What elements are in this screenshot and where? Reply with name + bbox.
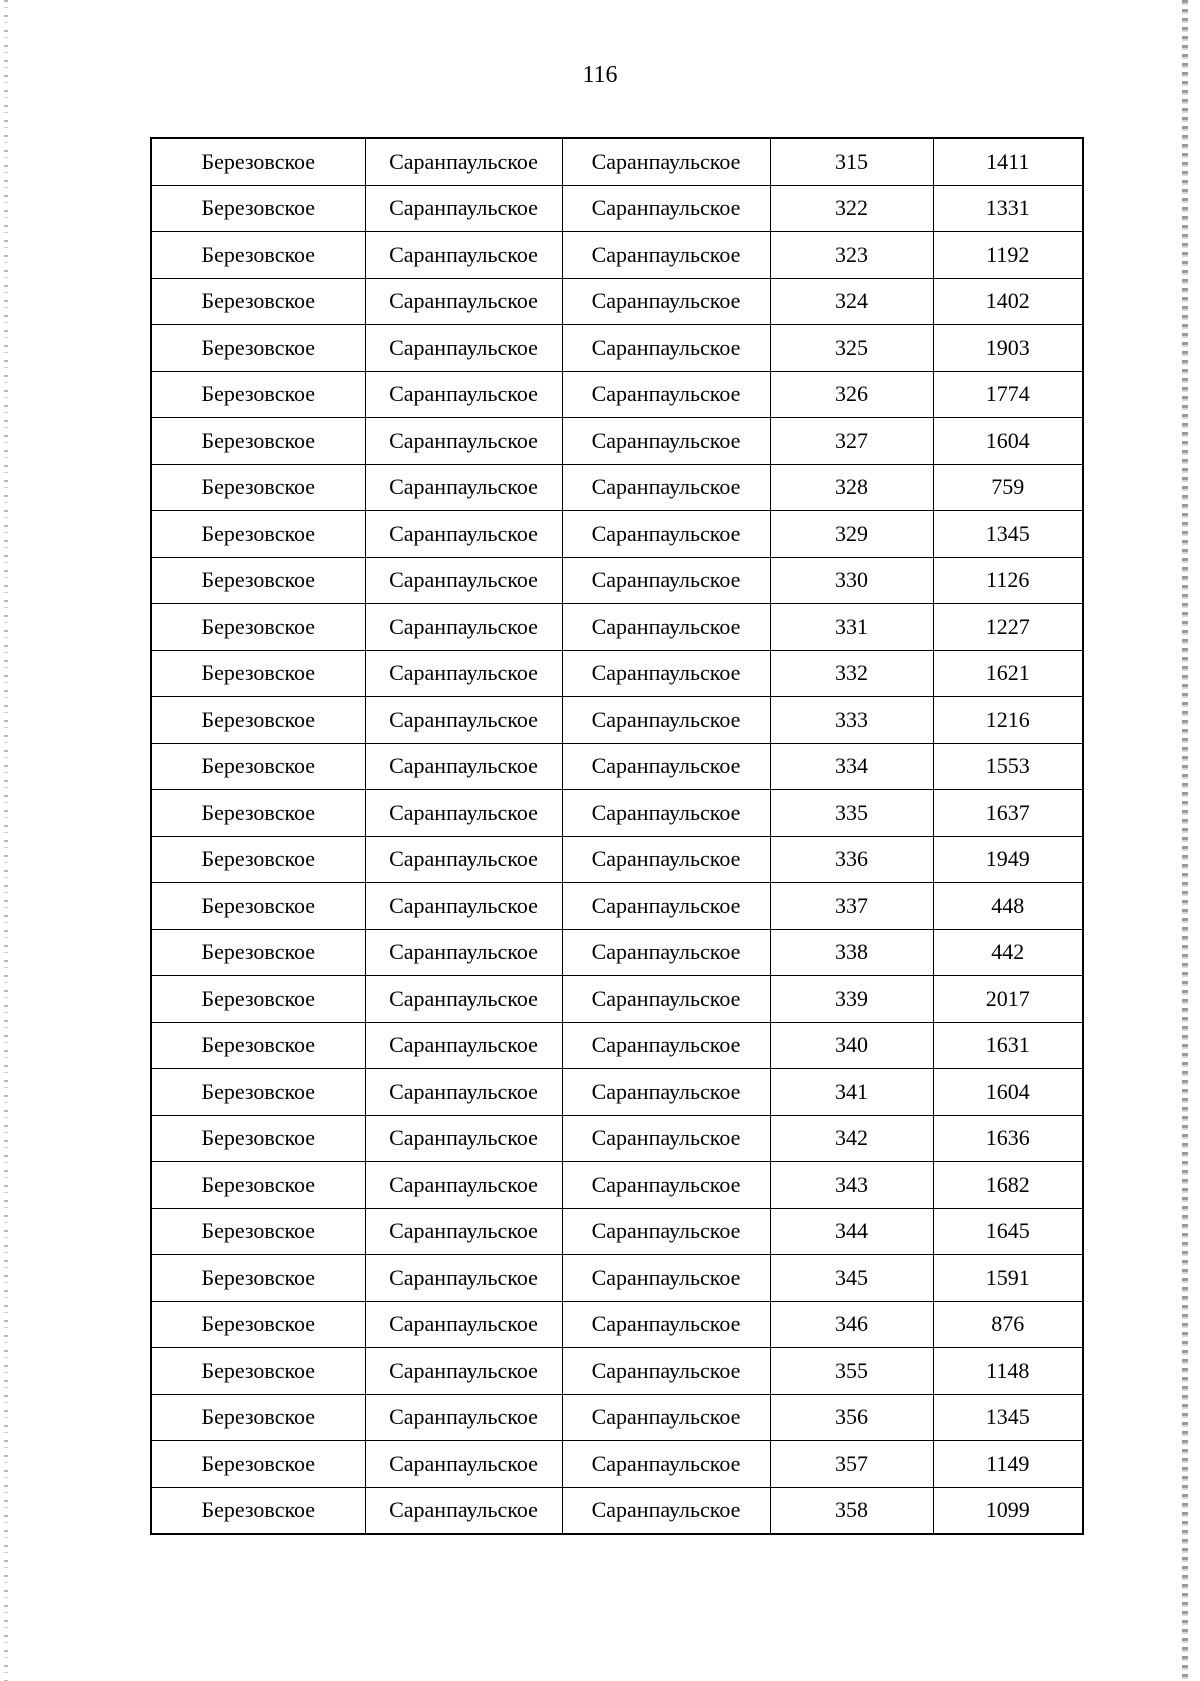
cell-locality: Саранпаульское	[562, 929, 770, 976]
cell-value: 1645	[933, 1208, 1083, 1255]
cell-settlement: Саранпаульское	[365, 1022, 562, 1069]
table-row	[151, 418, 1083, 465]
cell-district: Березовское	[151, 1441, 365, 1488]
cell-locality: Саранпаульское	[562, 557, 770, 604]
cell-value: 1553	[933, 743, 1083, 790]
cell-locality: Саранпаульское	[562, 1255, 770, 1302]
cell-settlement: Саранпаульское	[365, 557, 562, 604]
cell-settlement: Саранпаульское	[365, 464, 562, 511]
cell-value: 1227	[933, 604, 1083, 651]
cell-value: 448	[933, 883, 1083, 930]
data-table	[150, 137, 1084, 1535]
table-row	[151, 1255, 1083, 1302]
cell-value: 1216	[933, 697, 1083, 744]
cell-district: Березовское	[151, 604, 365, 651]
cell-locality: Саранпаульское	[562, 1441, 770, 1488]
cell-district: Березовское	[151, 185, 365, 232]
table-row	[151, 371, 1083, 418]
cell-district: Березовское	[151, 557, 365, 604]
cell-settlement: Саранпаульское	[365, 743, 562, 790]
cell-value: 1774	[933, 371, 1083, 418]
table-row	[151, 1348, 1083, 1395]
cell-value: 876	[933, 1301, 1083, 1348]
cell-settlement: Саранпаульское	[365, 604, 562, 651]
cell-district: Березовское	[151, 511, 365, 558]
cell-value: 1604	[933, 1069, 1083, 1116]
cell-number: 324	[770, 278, 933, 325]
table-row	[151, 1394, 1083, 1441]
cell-locality: Саранпаульское	[562, 1208, 770, 1255]
table-row	[151, 1441, 1083, 1488]
table-row	[151, 883, 1083, 930]
cell-locality: Саранпаульское	[562, 836, 770, 883]
cell-settlement: Саранпаульское	[365, 790, 562, 837]
cell-value: 442	[933, 929, 1083, 976]
table-row	[151, 1115, 1083, 1162]
cell-settlement: Саранпаульское	[365, 836, 562, 883]
cell-district: Березовское	[151, 1255, 365, 1302]
cell-district: Березовское	[151, 1487, 365, 1534]
cell-locality: Саранпаульское	[562, 1069, 770, 1116]
cell-district: Березовское	[151, 883, 365, 930]
cell-locality: Саранпаульское	[562, 371, 770, 418]
cell-settlement: Саранпаульское	[365, 1348, 562, 1395]
cell-number: 323	[770, 232, 933, 279]
table-row	[151, 511, 1083, 558]
cell-locality: Саранпаульское	[562, 232, 770, 279]
cell-value: 1604	[933, 418, 1083, 465]
table-row	[151, 1301, 1083, 1348]
cell-settlement: Саранпаульское	[365, 650, 562, 697]
cell-locality: Саранпаульское	[562, 976, 770, 1023]
cell-value: 1591	[933, 1255, 1083, 1302]
cell-number: 315	[770, 138, 933, 185]
cell-settlement: Саранпаульское	[365, 697, 562, 744]
cell-district: Березовское	[151, 371, 365, 418]
cell-number: 340	[770, 1022, 933, 1069]
cell-district: Березовское	[151, 232, 365, 279]
cell-locality: Саранпаульское	[562, 650, 770, 697]
cell-locality: Саранпаульское	[562, 790, 770, 837]
cell-number: 325	[770, 325, 933, 372]
table-row	[151, 1069, 1083, 1116]
cell-value: 1621	[933, 650, 1083, 697]
cell-district: Березовское	[151, 1022, 365, 1069]
cell-number: 338	[770, 929, 933, 976]
table-row	[151, 464, 1083, 511]
cell-settlement: Саранпаульское	[365, 185, 562, 232]
cell-value: 1099	[933, 1487, 1083, 1534]
cell-district: Березовское	[151, 790, 365, 837]
cell-settlement: Саранпаульское	[365, 929, 562, 976]
cell-number: 343	[770, 1162, 933, 1209]
cell-locality: Саранпаульское	[562, 511, 770, 558]
cell-settlement: Саранпаульское	[365, 511, 562, 558]
cell-value: 1331	[933, 185, 1083, 232]
cell-value: 1192	[933, 232, 1083, 279]
cell-value: 1148	[933, 1348, 1083, 1395]
cell-value: 1631	[933, 1022, 1083, 1069]
cell-number: 334	[770, 743, 933, 790]
cell-locality: Саранпаульское	[562, 883, 770, 930]
cell-settlement: Саранпаульское	[365, 1255, 562, 1302]
table-row	[151, 976, 1083, 1023]
cell-district: Березовское	[151, 929, 365, 976]
cell-number: 358	[770, 1487, 933, 1534]
cell-district: Березовское	[151, 1208, 365, 1255]
table-row	[151, 232, 1083, 279]
table-row	[151, 604, 1083, 651]
cell-number: 335	[770, 790, 933, 837]
table-row	[151, 185, 1083, 232]
cell-value: 1345	[933, 1394, 1083, 1441]
cell-number: 328	[770, 464, 933, 511]
cell-number: 331	[770, 604, 933, 651]
cell-number: 339	[770, 976, 933, 1023]
cell-number: 346	[770, 1301, 933, 1348]
cell-settlement: Саранпаульское	[365, 883, 562, 930]
scan-edge-left	[4, 0, 8, 1681]
cell-number: 342	[770, 1115, 933, 1162]
cell-district: Березовское	[151, 1115, 365, 1162]
cell-locality: Саранпаульское	[562, 1394, 770, 1441]
cell-number: 355	[770, 1348, 933, 1395]
cell-settlement: Саранпаульское	[365, 976, 562, 1023]
cell-settlement: Саранпаульское	[365, 1162, 562, 1209]
table-row	[151, 325, 1083, 372]
cell-value: 759	[933, 464, 1083, 511]
cell-number: 356	[770, 1394, 933, 1441]
cell-district: Березовское	[151, 650, 365, 697]
cell-district: Березовское	[151, 464, 365, 511]
cell-locality: Саранпаульское	[562, 138, 770, 185]
cell-settlement: Саранпаульское	[365, 278, 562, 325]
cell-district: Березовское	[151, 976, 365, 1023]
cell-value: 1126	[933, 557, 1083, 604]
cell-settlement: Саранпаульское	[365, 1301, 562, 1348]
cell-number: 327	[770, 418, 933, 465]
cell-number: 336	[770, 836, 933, 883]
cell-value: 1402	[933, 278, 1083, 325]
cell-value: 1149	[933, 1441, 1083, 1488]
table-row	[151, 1208, 1083, 1255]
table-row	[151, 790, 1083, 837]
cell-locality: Саранпаульское	[562, 1115, 770, 1162]
cell-locality: Саранпаульское	[562, 1487, 770, 1534]
table-row	[151, 743, 1083, 790]
table-row	[151, 697, 1083, 744]
table-row	[151, 557, 1083, 604]
cell-settlement: Саранпаульское	[365, 1208, 562, 1255]
table-row	[151, 138, 1083, 185]
table-body	[151, 138, 1083, 1534]
scan-edge-right	[1182, 0, 1188, 1681]
cell-district: Березовское	[151, 1301, 365, 1348]
table-row	[151, 650, 1083, 697]
cell-locality: Саранпаульское	[562, 418, 770, 465]
cell-value: 1345	[933, 511, 1083, 558]
cell-settlement: Саранпаульское	[365, 138, 562, 185]
cell-value: 2017	[933, 976, 1083, 1023]
cell-locality: Саранпаульское	[562, 464, 770, 511]
cell-locality: Саранпаульское	[562, 185, 770, 232]
table-row	[151, 1162, 1083, 1209]
table-row	[151, 278, 1083, 325]
cell-number: 330	[770, 557, 933, 604]
cell-value: 1903	[933, 325, 1083, 372]
cell-number: 326	[770, 371, 933, 418]
cell-value: 1636	[933, 1115, 1083, 1162]
cell-number: 345	[770, 1255, 933, 1302]
table-row	[151, 1022, 1083, 1069]
cell-district: Березовское	[151, 1162, 365, 1209]
cell-locality: Саранпаульское	[562, 325, 770, 372]
cell-district: Березовское	[151, 836, 365, 883]
cell-number: 332	[770, 650, 933, 697]
cell-district: Березовское	[151, 138, 365, 185]
cell-settlement: Саранпаульское	[365, 1115, 562, 1162]
cell-settlement: Саранпаульское	[365, 371, 562, 418]
cell-settlement: Саранпаульское	[365, 232, 562, 279]
table-row	[151, 1487, 1083, 1534]
cell-number: 329	[770, 511, 933, 558]
cell-locality: Саранпаульское	[562, 604, 770, 651]
cell-district: Березовское	[151, 278, 365, 325]
cell-locality: Саранпаульское	[562, 1162, 770, 1209]
cell-district: Березовское	[151, 1394, 365, 1441]
table-row	[151, 929, 1083, 976]
cell-district: Березовское	[151, 1069, 365, 1116]
cell-locality: Саранпаульское	[562, 1022, 770, 1069]
cell-locality: Саранпаульское	[562, 278, 770, 325]
cell-settlement: Саранпаульское	[365, 1441, 562, 1488]
cell-settlement: Саранпаульское	[365, 1394, 562, 1441]
cell-settlement: Саранпаульское	[365, 1069, 562, 1116]
cell-district: Березовское	[151, 418, 365, 465]
cell-value: 1411	[933, 138, 1083, 185]
page-number: 116	[582, 62, 618, 88]
cell-number: 357	[770, 1441, 933, 1488]
cell-district: Березовское	[151, 325, 365, 372]
table-row	[151, 836, 1083, 883]
cell-value: 1949	[933, 836, 1083, 883]
cell-value: 1682	[933, 1162, 1083, 1209]
cell-settlement: Саранпаульское	[365, 1487, 562, 1534]
cell-district: Березовское	[151, 1348, 365, 1395]
cell-district: Березовское	[151, 743, 365, 790]
cell-locality: Саранпаульское	[562, 743, 770, 790]
cell-district: Березовское	[151, 697, 365, 744]
cell-number: 341	[770, 1069, 933, 1116]
cell-locality: Саранпаульское	[562, 1301, 770, 1348]
cell-locality: Саранпаульское	[562, 697, 770, 744]
cell-locality: Саранпаульское	[562, 1348, 770, 1395]
cell-number: 337	[770, 883, 933, 930]
cell-settlement: Саранпаульское	[365, 325, 562, 372]
cell-number: 333	[770, 697, 933, 744]
cell-settlement: Саранпаульское	[365, 418, 562, 465]
cell-number: 322	[770, 185, 933, 232]
cell-number: 344	[770, 1208, 933, 1255]
cell-value: 1637	[933, 790, 1083, 837]
